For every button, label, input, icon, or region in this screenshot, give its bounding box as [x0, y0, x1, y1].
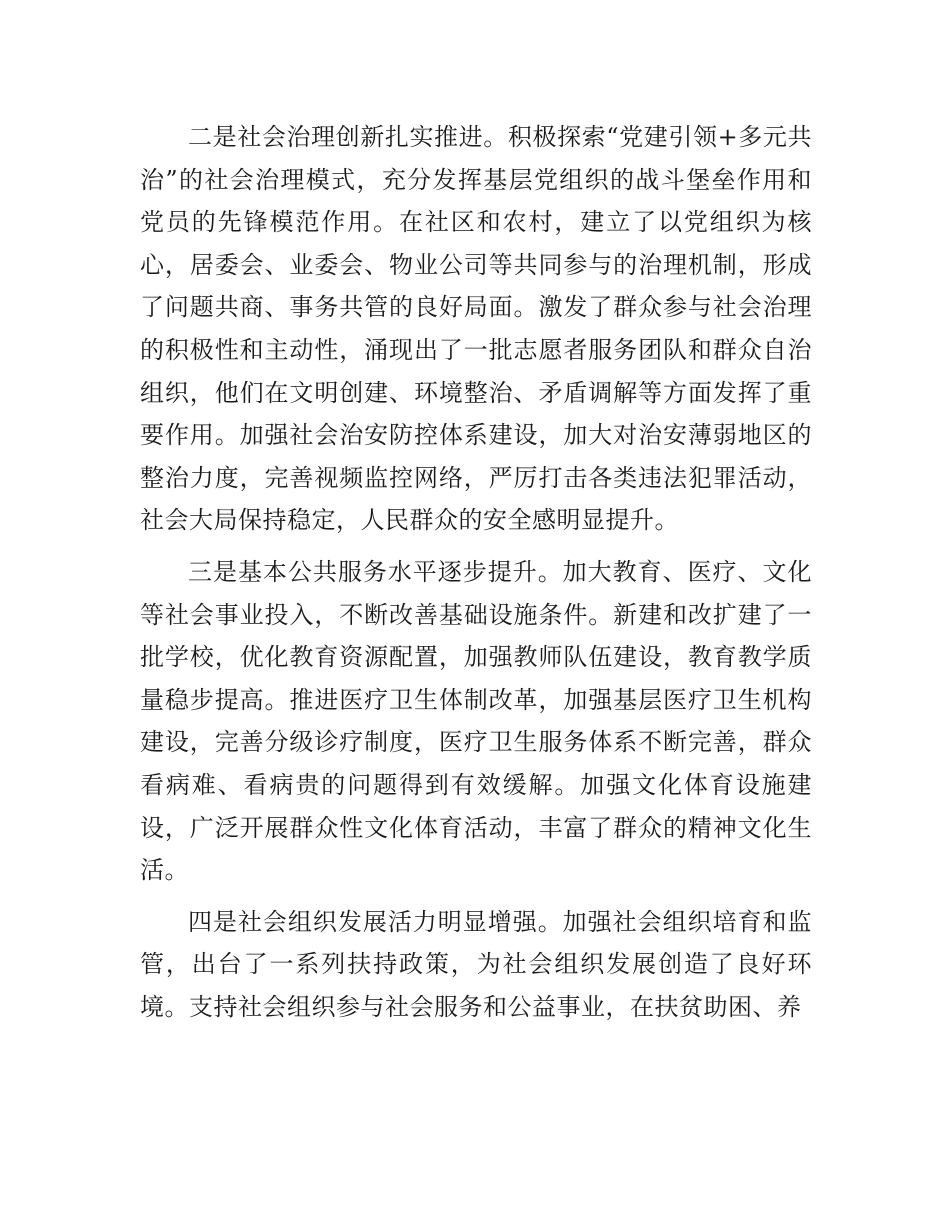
paragraph-public-services: 三是基本公共服务水平逐步提升。加大教育、医疗、文化等社会事业投入，不断改善基础设施条件。新建和改扩建了一批学校，优化教育资源配置，加强教师队伍建设，教育教学质量稳步提高。推进医疗卫生体制改革，加强基层医疗卫生机构建设，完善分级诊疗制度，医疗卫生服务体系不断完善，群众看病难、看病贵的问题得到有效缓解。加强文化体育设施建设，广泛开展群众性文化体育活动，丰富了群众的精神文化生活。: [140, 557, 812, 885]
document-body: [140, 116, 812, 1037]
paragraph-social-organizations: 四是社会组织发展活力明显增强。加强社会组织培育和监管，出台了一系列扶持政策，为社会组织发展创造了良好环境。支持社会组织参与社会服务和公益事业，在扶贫助困、养: [140, 907, 812, 1021]
paragraph-social-governance: 二是社会治理创新扎实推进。积极探索“党建引领+多元共治”的社会治理模式，充分发挥基层党组织的战斗堡垒作用和党员的先锋模范作用。在社区和农村，建立了以党组织为核心，居委会、业委会、物业公司等共同参与的治理机制，形成了问题共商、事务共管的良好局面。激发了群众参与社会治理的积极性和主动性，涌现出了一批志愿者服务团队和群众自治组织，他们在文明创建、环境整治、矛盾调解等方面发挥了重要作用。加强社会治安防控体系建设，加大对治安薄弱地区的整治力度，完善视频监控网络，严厉打击各类违法犯罪活动，社会大局保持稳定，人民群众的安全感明显提升。: [140, 123, 812, 535]
